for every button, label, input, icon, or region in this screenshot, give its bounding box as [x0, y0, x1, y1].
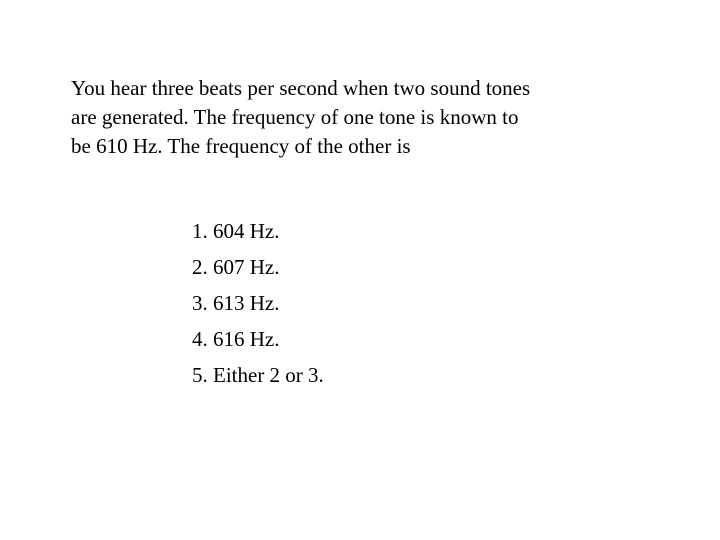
answer-choice-1: 1. 604 Hz. — [192, 219, 280, 243]
question-line: are generated. The frequency of one tone is known to — [71, 105, 519, 129]
answer-choice-4: 4. 616 Hz. — [192, 327, 280, 351]
answer-choice-5: 5. Either 2 or 3. — [192, 363, 324, 387]
answer-choice-3: 3. 613 Hz. — [192, 291, 280, 315]
question-line: You hear three beats per second when two sound tones — [71, 76, 531, 100]
answer-choices-list — [192, 213, 324, 393]
question-text — [71, 74, 631, 161]
answer-choice-2: 2. 607 Hz. — [192, 255, 280, 279]
question-line: be 610 Hz. The frequency of the other is — [71, 134, 411, 158]
